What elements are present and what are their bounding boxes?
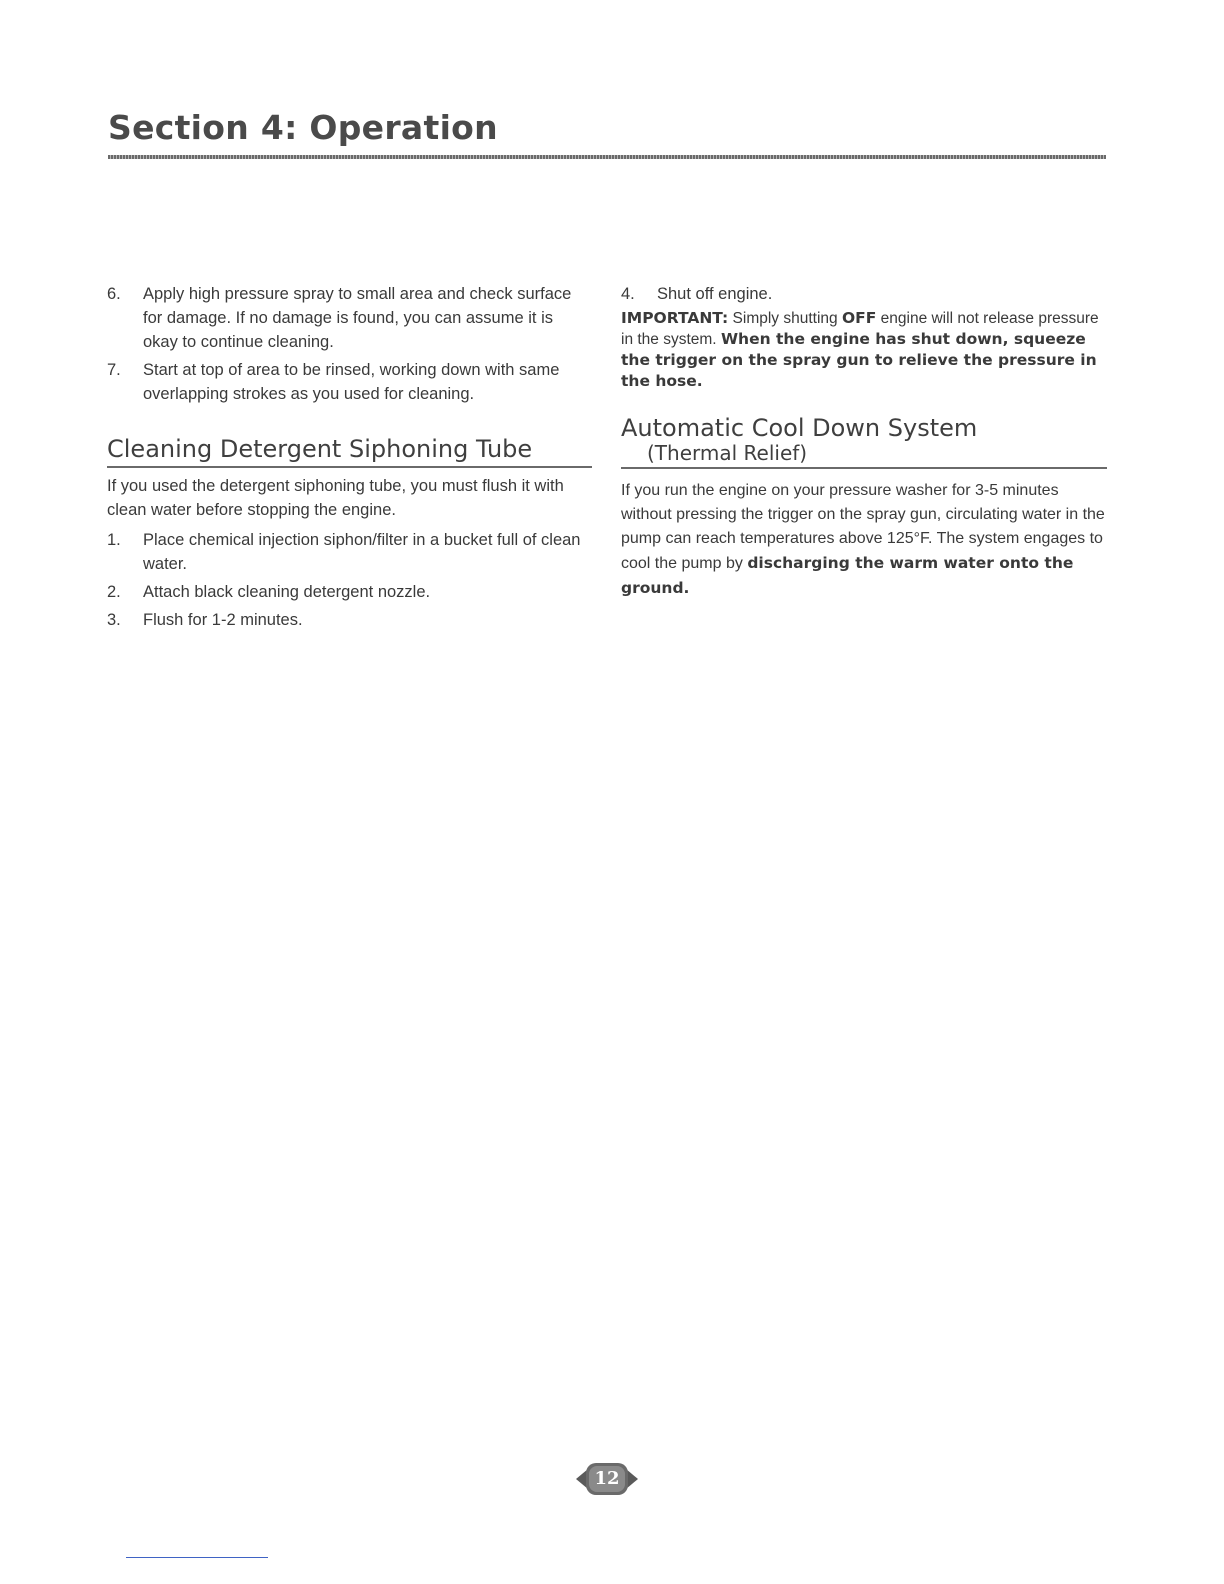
step-text: Shut off engine. [657, 285, 773, 303]
page-number: 12 [594, 1468, 620, 1489]
cooldown-heading-line1: Automatic Cool Down System [621, 414, 978, 442]
list-item [107, 608, 592, 632]
step-number: 1. [107, 531, 121, 549]
cooldown-heading [621, 414, 1107, 469]
important-label: IMPORTANT: [621, 309, 729, 327]
step-text: Flush for 1-2 minutes. [143, 611, 303, 629]
cooldown-bold-text: discharging the warm water onto the ground. [621, 554, 1074, 597]
list-item [107, 358, 592, 406]
important-text-1: Simply shutting [732, 310, 838, 327]
step-text: Attach black cleaning detergent nozzle. [143, 583, 431, 601]
step-number: 7. [107, 361, 121, 379]
cooldown-heading-line2: (Thermal Relief) [647, 441, 808, 465]
step-text: Start at top of area to be rinsed, working down with same overlapping strokes as you used for cleaning. [143, 361, 560, 403]
title-divider [108, 155, 1106, 159]
page-title: Section 4: Operation [108, 108, 498, 147]
important-note [621, 308, 1107, 392]
list-item [107, 528, 592, 576]
shutdown-steps-list [621, 282, 1107, 306]
list-item [621, 282, 1107, 306]
footer-line [126, 1557, 268, 1558]
step-number: 2. [107, 583, 121, 601]
right-column [621, 282, 1107, 607]
step-text: Apply high pressure spray to small area and check surface for damage. If no damage is found, you can assume it is okay to continue cleaning. [143, 285, 572, 351]
step-number: 6. [107, 285, 121, 303]
list-item [107, 282, 592, 354]
step-number: 3. [107, 611, 121, 629]
cleaning-intro: If you used the detergent siphoning tube, you must flush it with clean water before stopping the engine. [107, 477, 564, 519]
important-bold-text: When the engine has shut down, squeeze the trigger on the spray gun to relieve the pressure in the hose. [621, 330, 1097, 390]
list-item [107, 580, 592, 604]
left-column [107, 282, 592, 636]
cooldown-text: If you run the engine on your pressure washer for 3-5 minutes without pressing the trigger on the spray gun, circulating water in the pump can reach temperatures above 125°F. The system engages to cool the pump by [621, 482, 1105, 572]
important-text-2: engine will not release pressure in the system. [621, 310, 1099, 348]
step-text: Place chemical injection siphon/filter in a bucket full of clean water. [143, 531, 581, 573]
step-number: 4. [621, 285, 635, 303]
cooldown-paragraph [621, 479, 1107, 601]
cleaning-steps-list [107, 528, 592, 632]
important-off-word: OFF [841, 309, 877, 327]
cleaning-heading: Cleaning Detergent Siphoning Tube [107, 435, 592, 468]
rinse-steps-list [107, 282, 592, 406]
